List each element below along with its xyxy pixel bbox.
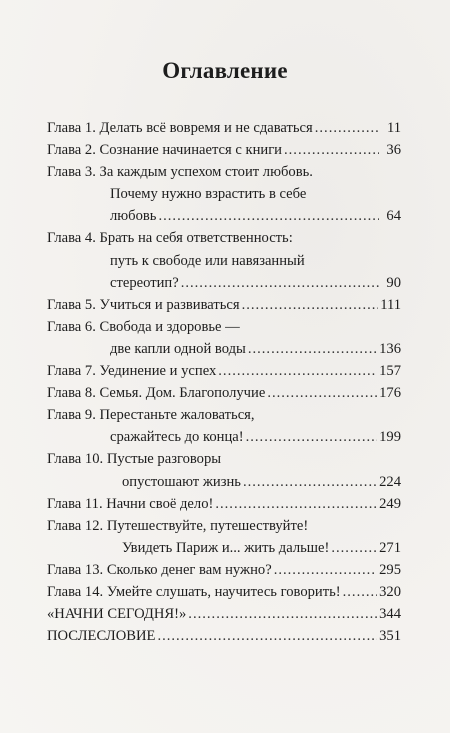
toc-entry-title: Глава 3. За каждым успехом стоит любовь. — [47, 164, 313, 181]
toc-page-number: 111 — [380, 296, 401, 313]
toc-page-number: 271 — [379, 539, 401, 556]
dot-leader — [274, 559, 377, 581]
dot-leader — [181, 272, 379, 294]
dot-leader — [215, 493, 377, 515]
toc-entry — [47, 117, 401, 139]
toc-entry — [47, 294, 401, 316]
toc-entry — [47, 139, 401, 161]
dot-leader — [248, 338, 377, 360]
toc-line — [47, 205, 401, 227]
toc-page-number: 344 — [379, 606, 401, 623]
toc-page-number: 320 — [379, 583, 401, 600]
toc-entry — [47, 603, 401, 625]
toc-entry-title: Глава 7. Уединение и успех — [47, 363, 217, 380]
toc-page-number: 157 — [379, 363, 401, 380]
toc-line — [47, 404, 401, 426]
toc-entry — [47, 625, 401, 647]
toc-entry-title: путь к свободе или навязанный — [110, 252, 305, 269]
dot-leader — [188, 603, 377, 625]
toc-entry-title: Глава 11. Начни своё дело! — [47, 495, 214, 512]
toc-line — [47, 537, 401, 559]
toc-line — [47, 360, 401, 382]
toc-entry-title: Глава 12. Путешествуйте, путешествуйте! — [47, 517, 309, 534]
dot-leader — [243, 471, 377, 493]
toc-entry-title: опустошают жизнь — [122, 473, 241, 490]
dot-leader — [267, 382, 377, 404]
toc-entry — [47, 559, 401, 581]
toc-entry-title: Глава 5. Учиться и развиваться — [47, 296, 240, 313]
toc-entry-title: две капли одной воды — [110, 340, 246, 357]
toc-entry — [47, 382, 401, 404]
toc-page-number: 176 — [379, 385, 401, 402]
toc-entry-title: Глава 9. Перестаньте жаловаться, — [47, 407, 255, 424]
dot-leader — [343, 581, 377, 603]
toc-line — [47, 117, 401, 139]
toc-entry-title: Почему нужно взрастить в себе — [110, 186, 307, 203]
toc-line — [47, 382, 401, 404]
table-of-contents — [47, 117, 401, 647]
toc-line — [47, 426, 401, 448]
toc-page-number: 36 — [386, 142, 401, 159]
toc-entry-title: Глава 13. Сколько денег вам нужно? — [47, 561, 272, 578]
toc-entry-title: Глава 4. Брать на себя ответственность: — [47, 230, 293, 247]
toc-entry — [47, 227, 401, 293]
toc-page-number: 199 — [379, 429, 401, 446]
toc-line — [47, 581, 401, 603]
toc-entry — [47, 404, 401, 448]
dot-leader — [218, 360, 377, 382]
toc-line — [47, 316, 401, 338]
toc-line — [47, 250, 401, 272]
toc-entry — [47, 448, 401, 492]
toc-entry — [47, 360, 401, 382]
dot-leader — [158, 205, 379, 227]
toc-entry-title: любовь — [110, 208, 157, 225]
toc-entry-title: Глава 10. Пустые разговоры — [47, 451, 222, 468]
toc-line — [47, 227, 401, 249]
dot-leader — [315, 117, 379, 139]
toc-page-number: 351 — [379, 628, 401, 645]
toc-line — [47, 559, 401, 581]
toc-entry — [47, 581, 401, 603]
toc-entry-title: Глава 14. Умейте слушать, научитесь говорить! — [47, 583, 341, 600]
toc-entry-title: сражайтесь до конца! — [110, 429, 244, 446]
toc-entry — [47, 515, 401, 559]
toc-line — [47, 139, 401, 161]
dot-leader — [284, 139, 379, 161]
toc-entry — [47, 161, 401, 227]
toc-entry-title: Глава 2. Сознание начинается с книги — [47, 142, 282, 159]
toc-line — [47, 515, 401, 537]
dot-leader — [331, 537, 377, 559]
toc-line — [47, 471, 401, 493]
toc-page-number: 136 — [379, 340, 401, 357]
toc-entry-title: «НАЧНИ СЕГОДНЯ!» — [47, 606, 187, 623]
toc-line — [47, 493, 401, 515]
toc-page-number: 11 — [386, 120, 401, 136]
dot-leader — [246, 426, 378, 448]
toc-entry-title: Глава 6. Свобода и здоровье — — [47, 318, 240, 335]
page-title: Оглавление — [162, 58, 288, 83]
toc-line — [47, 448, 401, 470]
toc-entry-title: ПОСЛЕСЛОВИЕ — [47, 628, 156, 645]
toc-page-number: 224 — [379, 473, 401, 490]
toc-page-number: 249 — [379, 495, 401, 512]
toc-line — [47, 272, 401, 294]
toc-entry — [47, 493, 401, 515]
toc-line — [47, 183, 401, 205]
toc-entry-title: Увидеть Париж и... жить дальше! — [122, 539, 330, 556]
toc-entry-title: стереотип? — [110, 274, 179, 291]
dot-leader — [242, 294, 379, 316]
toc-line — [47, 338, 401, 360]
toc-entry-title: Глава 1. Делать всё вовремя и не сдаваться — [47, 120, 313, 136]
toc-entry-title: Глава 8. Семья. Дом. Благополучие — [47, 385, 266, 402]
toc-line — [47, 161, 401, 183]
toc-line — [47, 294, 401, 316]
toc-line — [47, 603, 401, 625]
toc-line — [47, 625, 401, 647]
toc-entry — [47, 316, 401, 360]
toc-page-number: 90 — [386, 274, 401, 291]
toc-page-number: 64 — [386, 208, 401, 225]
dot-leader — [157, 625, 377, 647]
toc-page-number: 295 — [379, 561, 401, 578]
